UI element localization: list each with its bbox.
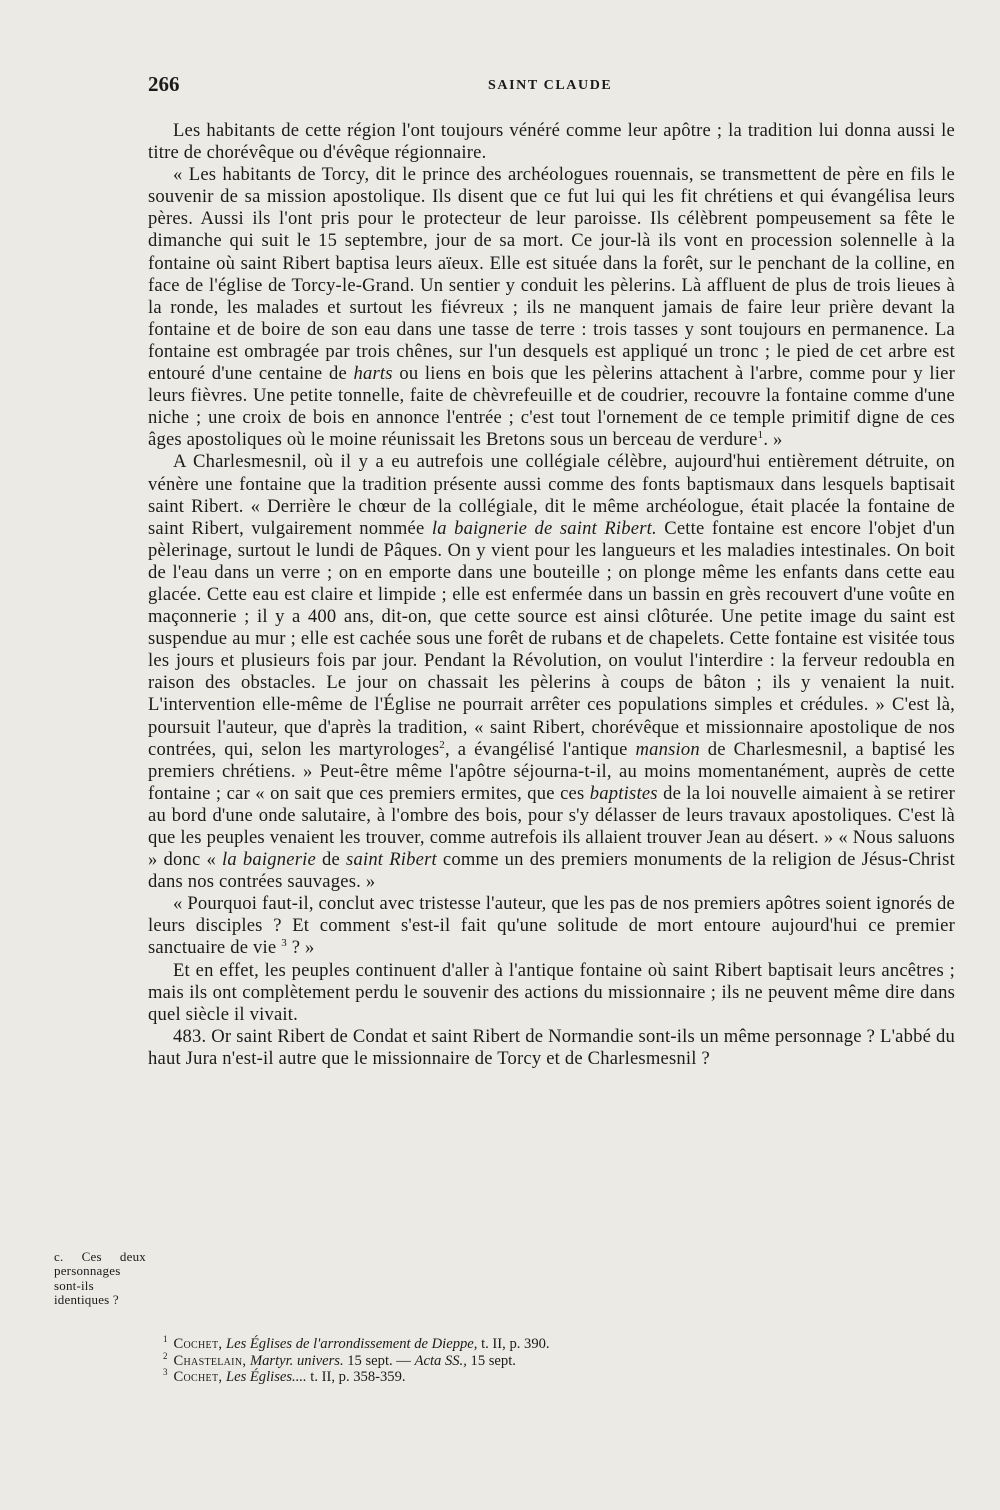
footnote-title: Les Églises de l'arrondissement de Dieppe,: [225, 1336, 478, 1352]
paragraph-text: Cette fontaine est encore l'objet d'un pèlerinage, surtout le lundi de Pâques. On y vient pour les langueurs et les maladies intestinales. On boit de l'eau dans un verre ; on en emporte dans une bouteille ; on plonge même les enfants dans cette eau glacée. Cette eau est claire et limpide ; elle est enfermée dans un bassin en grès recouvert d'une voûte en maçonnerie ; il y a 400 ans, dit-on, que cette source est ainsi clôturée. Une petite image du saint est suspendue au mur ; elle est cachée sous une forêt de rubans et de chapelets. Cette fontaine est visitée tous les jours et plusieurs fois par jour. Pendant la Révolution, on voulut l'interdire : la ferveur redoubla en raison des obstacles. Le jour on chassait les pèlerins à coups de bâton ; ils y venaient la nuit. L'intervention elle-même de l'Église ne pourrait arrêter ces populations simples et crédules. » C'est là, poursuit l'auteur, que d'après la tradition, « saint Ribert, chorévêque et missionnaire apostolique de nos contrées, qui, selon les martyrologes: [148, 517, 955, 760]
paragraph-4: [148, 893, 955, 959]
paragraph-text: ou liens en bois que les pèlerins attachent à l'arbre, comme pour y lier leurs fièvres. Une petite tonnelle, faite de chèvrefeuille et de coudrier, recouvre la fontaine comme d'une niche ; une croix de bois en annonce l'entrée ; c'est tout l'ornement de ce temple primitif digne de ces âges apostoliques où le moine réunissait les Bretons sous un berceau de verdure: [148, 363, 955, 451]
paragraph-text: , a évangélisé l'antique: [444, 738, 628, 760]
paragraph-3: [148, 451, 955, 893]
paragraph-text: de: [322, 849, 340, 871]
italic-term: baptistes: [589, 782, 658, 804]
footnote-1: [163, 1336, 863, 1353]
footnote-number: 3: [163, 1367, 168, 1378]
page-number: 266: [148, 72, 180, 96]
footnote-2: [163, 1350, 863, 1370]
footnote-reference: t. II, p. 358-359.: [310, 1369, 406, 1386]
italic-term: harts: [353, 363, 393, 385]
footnote-author: Cochet,: [173, 1369, 223, 1386]
italic-term: la baignerie de saint Ribert.: [431, 517, 657, 539]
footnote-reference: 15 sept. —: [347, 1352, 411, 1369]
paragraph-text: 483. Or saint Ribert de Condat et saint Ribert de Normandie sont-ils un même personnage ? L'abbé du haut Jura n'est-il autre que le missionnaire de Torcy et de Charlesmesnil ?: [148, 1025, 955, 1069]
paragraph-6: [148, 1026, 955, 1070]
footnote-ref: 2: [439, 738, 445, 751]
running-title: SAINT CLAUDE: [488, 78, 613, 93]
footnote-number: 2: [163, 1350, 168, 1361]
footnote-reference: t. II, p. 390.: [481, 1336, 550, 1352]
paragraph-text: A Charlesmesnil, où il y a eu autrefois une collégiale célèbre, aujourd'hui entièrement détruite, on vénère une fontaine que la tradition présente aussi comme des fonts baptismaux dans lesquels baptisait saint Ribert. « Derrière le chœur de la collégiale, dit le même archéologue, était placée la fontaine de saint Ribert, vulgairement nommée: [148, 451, 955, 539]
paragraph-text: Les habitants de cette région l'ont toujours vénéré comme leur apôtre ; la tradition lui donna aussi le titre de chorévêque ou d'évêque régionnaire.: [148, 120, 955, 164]
footnote-author: Cochet,: [173, 1336, 223, 1352]
paragraph-text: « Pourquoi faut-il, conclut avec tristesse l'auteur, que les pas de nos premiers apôtres soient ignorés de leurs disciples ? Et comment s'est-il fait qu'une solitude de mort entoure aujourd'hui ce premier sanctuaire de vie: [148, 893, 955, 959]
footnote-ref: 3: [281, 937, 287, 950]
italic-term: mansion: [635, 738, 700, 760]
page-header: [148, 72, 958, 102]
paragraph-2: [148, 164, 955, 451]
footnote-title: Les Églises....: [225, 1369, 307, 1386]
paragraph-text: Et en effet, les peuples continuent d'aller à l'antique fontaine où saint Ribert baptisait leurs ancêtres ; mais ils ont complètement perdu le souvenir des actions du missionnaire ; ils ne peuvent même dire dans quel siècle il vivait.: [148, 959, 955, 1025]
paragraph-text: de Charlesmesnil, a baptisé les premiers chrétiens. » Peut-être même l'apôtre séjourna-t-il, au moins momentanément, auprès de cette fontaine ; car « on sait que ces premiers ermites, que ces: [148, 738, 955, 804]
footnote-reference: 15 sept.: [470, 1352, 516, 1369]
footnote-number: 1: [163, 1334, 168, 1345]
paragraph-text: comme un des premiers monuments de la religion de Jésus-Christ dans nos contrées sauvages. »: [148, 849, 955, 893]
paragraph-5: [148, 960, 955, 1026]
footnote-title: Acta SS.,: [414, 1352, 467, 1369]
footnote-title: Martyr. univers.: [249, 1352, 344, 1369]
footnote-ref: 1: [757, 429, 764, 442]
italic-term: saint Ribert: [346, 849, 437, 871]
body-text: [148, 120, 955, 1070]
italic-term: la baignerie: [222, 849, 316, 871]
paragraph-text: de la loi nouvelle aimaient à se retirer au bord d'une onde salutaire, à l'ombre des bois, pour s'y délasser de leurs travaux apostoliques. C'est là que les peuples venaient les trouver, comme autrefois ils allaient trouver Jean au désert. » « Nous saluons » donc «: [148, 782, 955, 871]
paragraph-1: [148, 120, 955, 164]
paragraph-text: ? »: [286, 937, 315, 959]
margin-note: c. Ces deux personnages sont-ils identiques ?: [54, 1249, 146, 1308]
footnotes: [163, 1336, 863, 1386]
paragraph-text: « Les habitants de Torcy, dit le prince des archéologues rouennais, se transmettent de père en fils le souvenir de sa mission apostolique. Ils disent que ce fut lui qui les fit chrétiens et qui évangélisa leurs pères. Aussi ils l'ont pris pour le protecteur de leur paroisse. Ils célèbrent pompeusement sa fête le dimanche qui suit le 15 septembre, jour de sa mort. Ce jour-là ils vont en procession solennelle à la fontaine où saint Ribert baptisa leurs aïeux. Elle est située dans la forêt, sur le penchant de la colline, en face de l'église de Torcy-le-Grand. Un sentier y conduit les pèlerins. Là affluent de plus de trois lieues à la ronde, les malades et surtout les fiévreux ; ils ne manquent jamais de faire leur prière devant la fontaine et de boire de son eau dans une tasse de terre : trois tasses y sont toujours en permanence. La fontaine est ombragée par trois chênes, sur l'un desquels est appliqué un tronc ; le pied de cet arbre est entouré d'une centaine de: [148, 164, 955, 385]
footnote-3: [163, 1369, 863, 1386]
paragraph-text: . »: [763, 429, 783, 451]
footnote-author: Chastelain,: [173, 1352, 247, 1369]
